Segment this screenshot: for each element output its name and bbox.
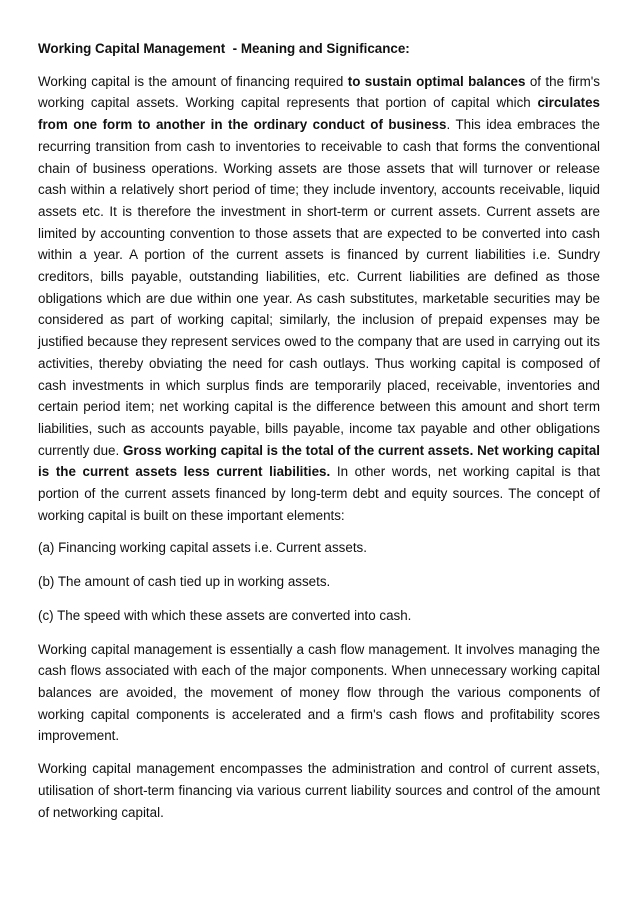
list-item: (b) The amount of cash tied up in working assets. — [38, 574, 331, 590]
document-page — [38, 38, 600, 834]
document-heading: Working Capital Management - Meaning and Significance: — [38, 41, 410, 56]
paragraph-text: of the firm's working capital assets. Working capital represents that portion of capital which — [38, 73, 601, 111]
bold-phrase-optimal-balances: to sustain optimal balances — [347, 73, 526, 89]
paragraph-text: Working capital is the amount of financing required — [38, 73, 348, 89]
bold-phrase-circulates: circulates from one form to another in the ordinary conduct of business — [38, 95, 600, 133]
paragraph-text: In other words, net working capital is that portion of the current assets financed by long-term debt and equity sources. The concept of working capital is built on these important elements: — [38, 464, 600, 523]
paragraph-text: . This idea embraces the recurring transition from cash to inventories to receivable to cash that forms the conventional chain of business operations. Working assets are those assets that will turnover or release cash within a relatively short period of time; they include inventory, accounts receivable, liquid assets etc. It is therefore the investment in short-term or current assets. Current assets are limited by accounting convention to those assets that are expected to be converted into cash within a year. A portion of the current assets is financed by current liabilities i.e. Sundry creditors, bills payable, outstanding liabilities, etc. Current liabilities are defined as those obligations which are due within one year. As cash substitutes, marketable securities may be considered as part of working capital; similarly, the inclusion of prepaid expenses may be justified because they represent services owed to the company that are used in carrying out its activities, thereby obviating the need for cash outlays. Thus working capital is composed of cash investments in which surplus finds are temporarily placed, receivable, inventories and certain period item; net working capital is the difference between this amount and short term liabilities, such as accounts payable, bills payable, income tax payable and other obligations currently due. — [38, 117, 600, 458]
paragraph-working-capital-definition — [38, 71, 600, 527]
bold-phrase-gross-net-working-capital: Gross working capital is the total of the current assets. Net working capital is the current assets less current liabilities. — [38, 442, 600, 480]
paragraph-administration-control: Working capital management encompasses the administration and control of current assets, utilisation of short-term financing via various current liability sources and control of the amount of networking capital. — [38, 761, 600, 820]
list-item: (c) The speed with which these assets are converted into cash. — [38, 607, 412, 623]
paragraph-cash-flow-management: Working capital management is essentially a cash flow management. It involves managing the cash flows associated with each of the major components. When unnecessary working capital balances are avoided, the movement of money flow through the various components of working capital components is accelerated and a firm's cash flows and profitability scores improvement. — [38, 641, 600, 744]
list-item: (a) Financing working capital assets i.e. Current assets. — [38, 540, 367, 556]
